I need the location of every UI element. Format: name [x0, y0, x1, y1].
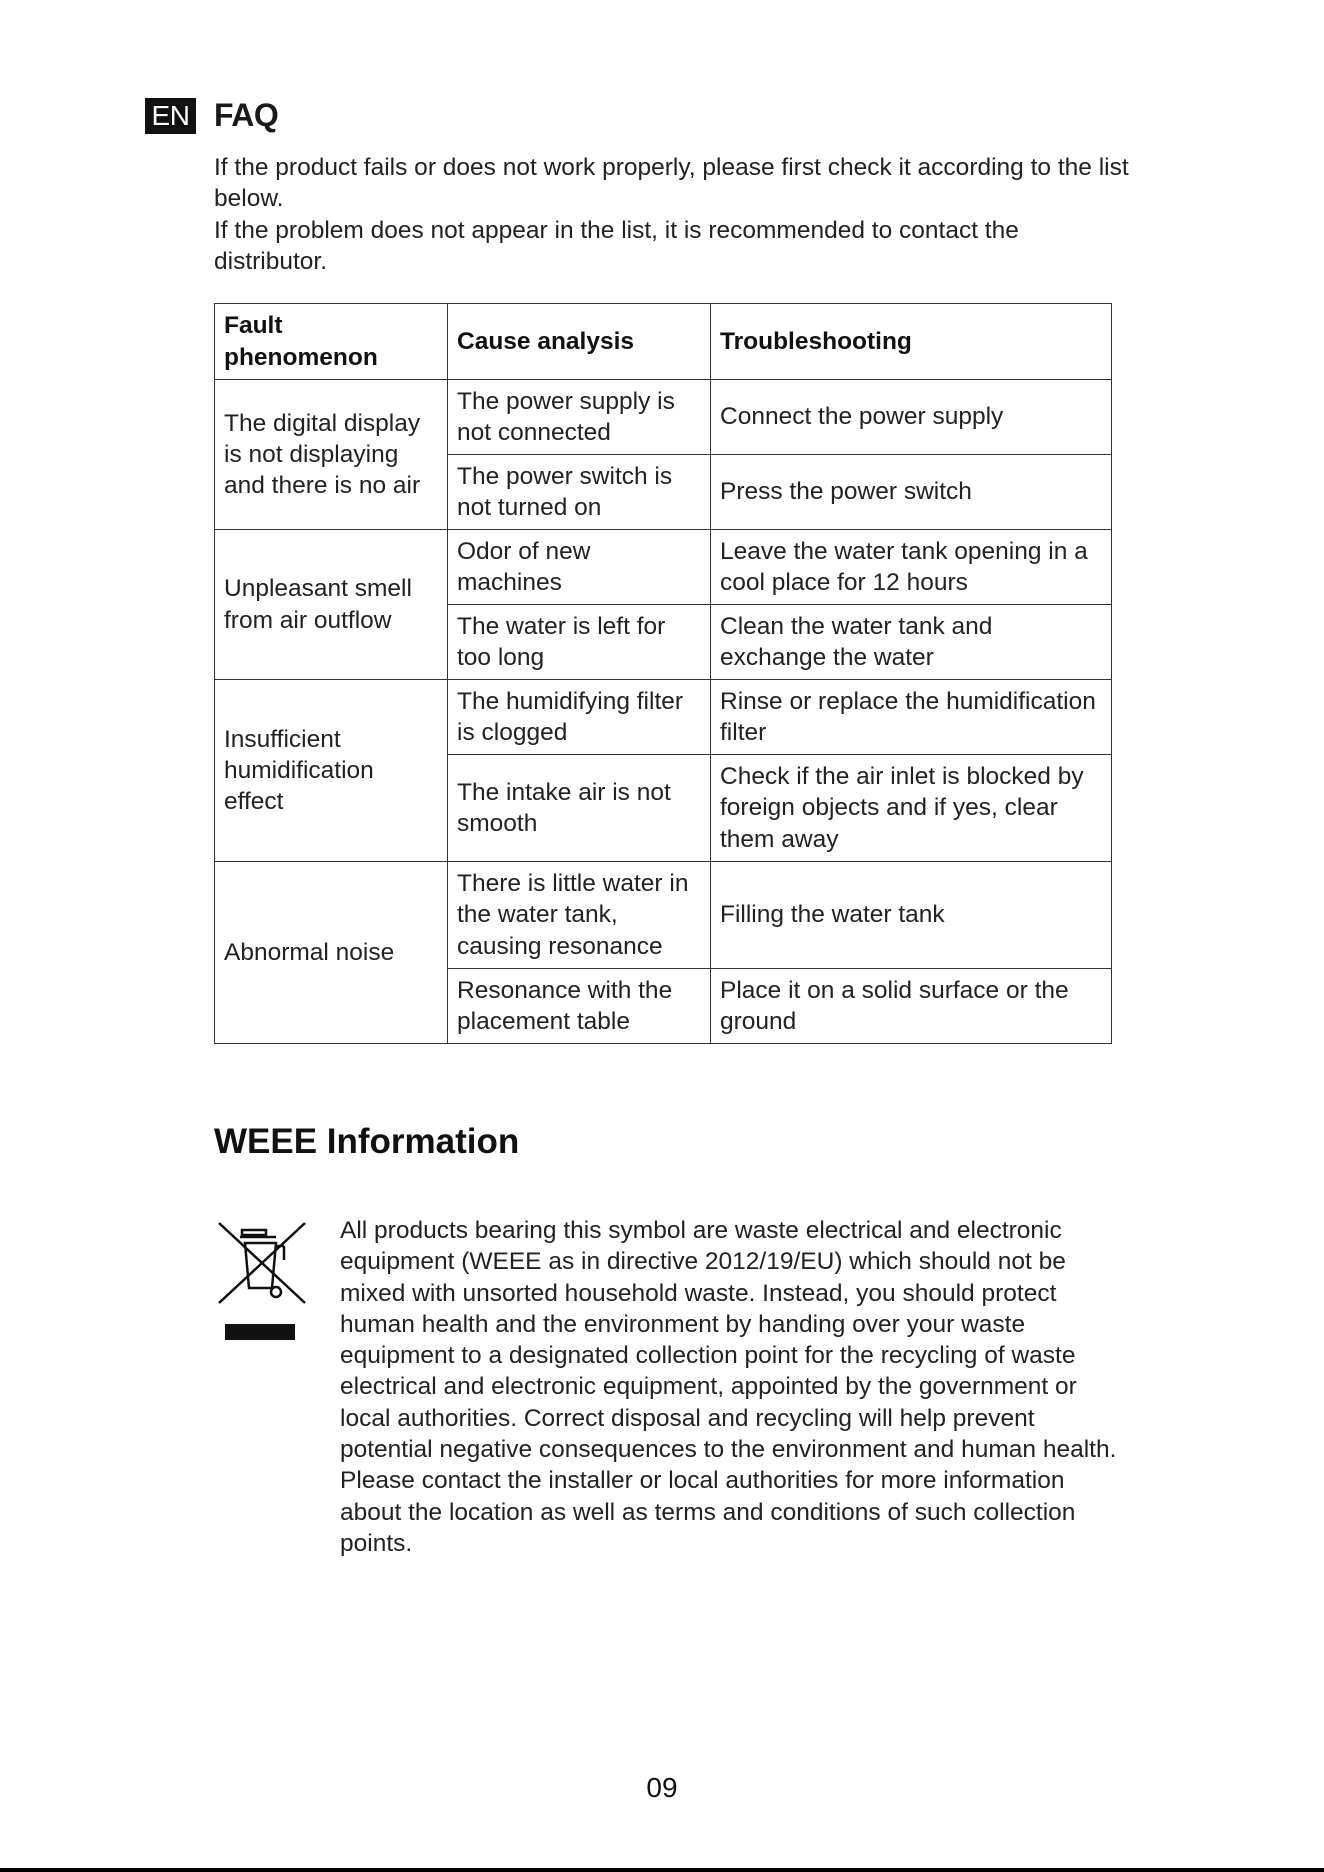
cause-cell: The water is left for too long: [448, 605, 711, 680]
cause-cell: Odor of new machines: [448, 530, 711, 605]
troubleshooting-cell: Check if the air inlet is blocked by foreign objects and if yes, clear them away: [711, 755, 1112, 862]
intro-paragraph-2: If the problem does not appear in the list, it is recommended to contact the distributor.: [214, 216, 1019, 275]
cause-cell: The humidifying filter is clogged: [448, 680, 711, 755]
page-bottom-rule: [0, 1868, 1324, 1872]
troubleshooting-cell: Leave the water tank opening in a cool place for 12 hours: [711, 530, 1112, 605]
column-header-cause: Cause analysis: [448, 304, 711, 380]
troubleshooting-cell: Filling the water tank: [711, 862, 1112, 969]
table-row: [215, 380, 1112, 455]
fault-cell: Abnormal noise: [215, 862, 448, 1044]
table-header-row: [215, 304, 1112, 380]
fault-cell: Unpleasant smell from air outflow: [215, 530, 448, 680]
table-row: [215, 862, 1112, 969]
table-row: [215, 530, 1112, 605]
page-number: 09: [646, 1772, 678, 1803]
crossed-out-wheeled-bin-icon: [214, 1218, 310, 1342]
faq-title: FAQ: [214, 97, 279, 133]
troubleshooting-cell: Rinse or replace the humidification filter: [711, 680, 1112, 755]
faq-table: [214, 303, 1112, 1044]
cause-cell: Resonance with the placement table: [448, 969, 711, 1044]
troubleshooting-cell: Clean the water tank and exchange the water: [711, 605, 1112, 680]
cause-cell: The power supply is not connected: [448, 380, 711, 455]
language-tag: EN: [145, 98, 196, 134]
cause-cell: There is little water in the water tank, causing resonance: [448, 862, 711, 969]
troubleshooting-cell: Connect the power supply: [711, 380, 1112, 455]
cause-cell: The intake air is not smooth: [448, 755, 711, 862]
column-header-troubleshooting: Troubleshooting: [711, 304, 1112, 380]
weee-title: WEEE Information: [214, 1122, 520, 1161]
intro-paragraph-1: If the product fails or does not work properly, please first check it according to the list below.: [214, 154, 1129, 213]
weee-paragraph: All products bearing this symbol are waste electrical and electronic equipment (WEEE as in directive 2012/19/EU) which should not be mixed with unsorted household waste. Instead, you should protect human health and the environment by handing over your waste equipment to a designated collection point for the recycling of waste electrical and electronic equipment, appointed by the government or local authorities. Correct disposal and recycling will help prevent potential negative consequences to the environment and human health. Please contact the installer or local authorities for more information about the location as well as terms and conditions of such collection points.: [340, 1217, 1117, 1557]
table-row: [215, 680, 1112, 755]
troubleshooting-cell: Press the power switch: [711, 455, 1112, 530]
faq-intro: [214, 152, 1134, 277]
troubleshooting-cell: Place it on a solid surface or the ground: [711, 969, 1112, 1044]
fault-cell: Insufficient humidification effect: [215, 680, 448, 862]
fault-cell: The digital display is not displaying and there is no air: [215, 380, 448, 530]
column-header-fault: Fault phenomenon: [215, 304, 448, 380]
cause-cell: The power switch is not turned on: [448, 455, 711, 530]
